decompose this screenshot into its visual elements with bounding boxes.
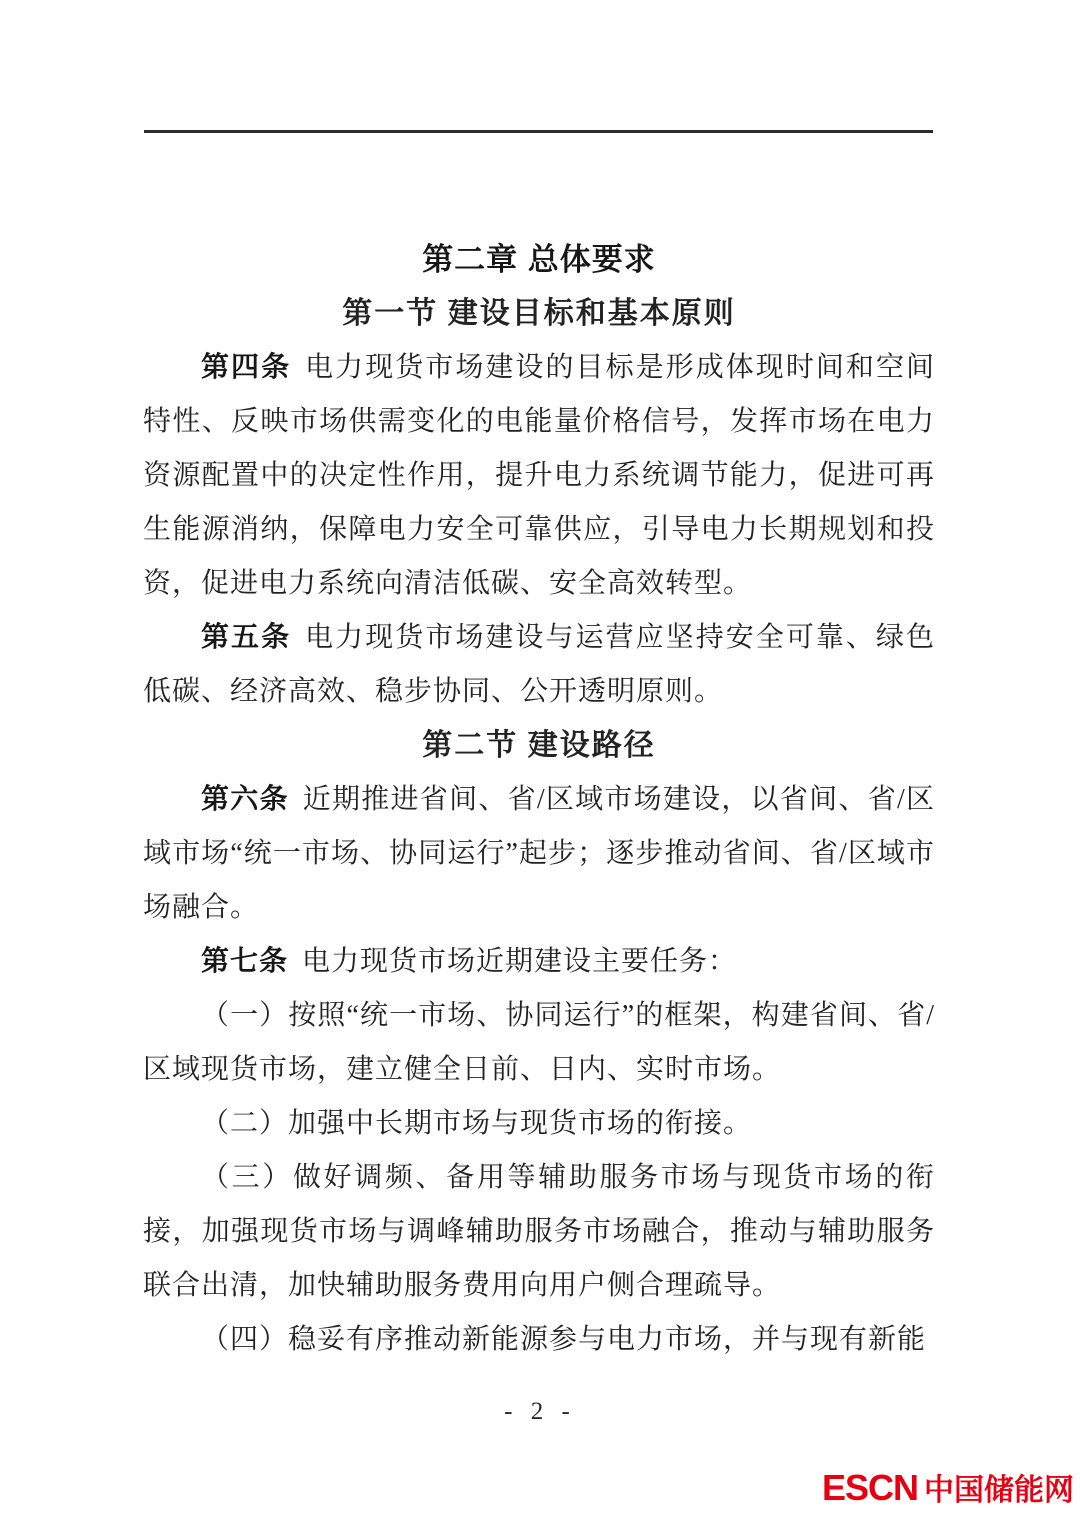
escn-logo-chinese: 中国储能网 — [924, 1474, 1074, 1507]
article-5-text: 电力现货市场建设与运营应坚持安全可靠、绿色低碳、经济高效、稳步协同、公开透明原则。 — [143, 622, 935, 707]
escn-logo — [821, 1467, 1074, 1508]
document-content — [143, 233, 935, 1367]
paragraph-list-item-4: （四）稳妥有序推动新能源参与电力市场，并与现有新能 — [201, 1324, 927, 1355]
paragraph-article-5 — [143, 611, 935, 719]
paragraph-article-6 — [143, 773, 935, 935]
escn-logo-latin: ESCN — [821, 1467, 918, 1508]
section-title-2: 第二节 建设路径 — [422, 729, 656, 762]
header-divider — [144, 130, 933, 133]
article-4-number: 第四条 — [201, 352, 292, 383]
paragraph-list-item-1: （一）按照“统一市场、协同运行”的框架，构建省间、省/区域现货市场，建立健全日前、日内、实时市场。 — [143, 1000, 935, 1085]
article-6-text: 近期推进省间、省/区域市场建设，以省间、省/区域市场“统一市场、协同运行”起步；逐步推动省间、省/区域市场融合。 — [143, 784, 935, 923]
article-7-number: 第七条 — [201, 946, 289, 977]
article-4-text: 电力现货市场建设的目标是形成体现时间和空间特性、反映市场供需变化的电能量价格信号，发挥市场在电力资源配置中的决定性作用，提升电力系统调节能力，促进可再生能源消纳，保障电力安全可靠供应，引导电力长期规划和投资，促进电力系统向清洁低碳、安全高效转型。 — [143, 352, 935, 599]
article-5-number: 第五条 — [201, 622, 292, 653]
chapter-title: 第二章 总体要求 — [422, 242, 656, 277]
article-6-number: 第六条 — [201, 784, 289, 815]
paragraph-article-4 — [143, 341, 935, 611]
paragraph-list-item-2: （二）加强中长期市场与现货市场的衔接。 — [201, 1108, 753, 1139]
paragraph-list-item-3: （三）做好调频、备用等辅助服务市场与现货市场的衔接，加强现货市场与调峰辅助服务市场融合，推动与辅助服务联合出清，加快辅助服务费用向用户侧合理疏导。 — [143, 1162, 935, 1301]
article-7-text: 电力现货市场近期建设主要任务： — [302, 946, 738, 977]
page-number: - 2 - — [504, 1398, 576, 1425]
section-title-1: 第一节 建设目标和基本原则 — [342, 297, 736, 330]
paragraph-article-7 — [143, 935, 935, 989]
